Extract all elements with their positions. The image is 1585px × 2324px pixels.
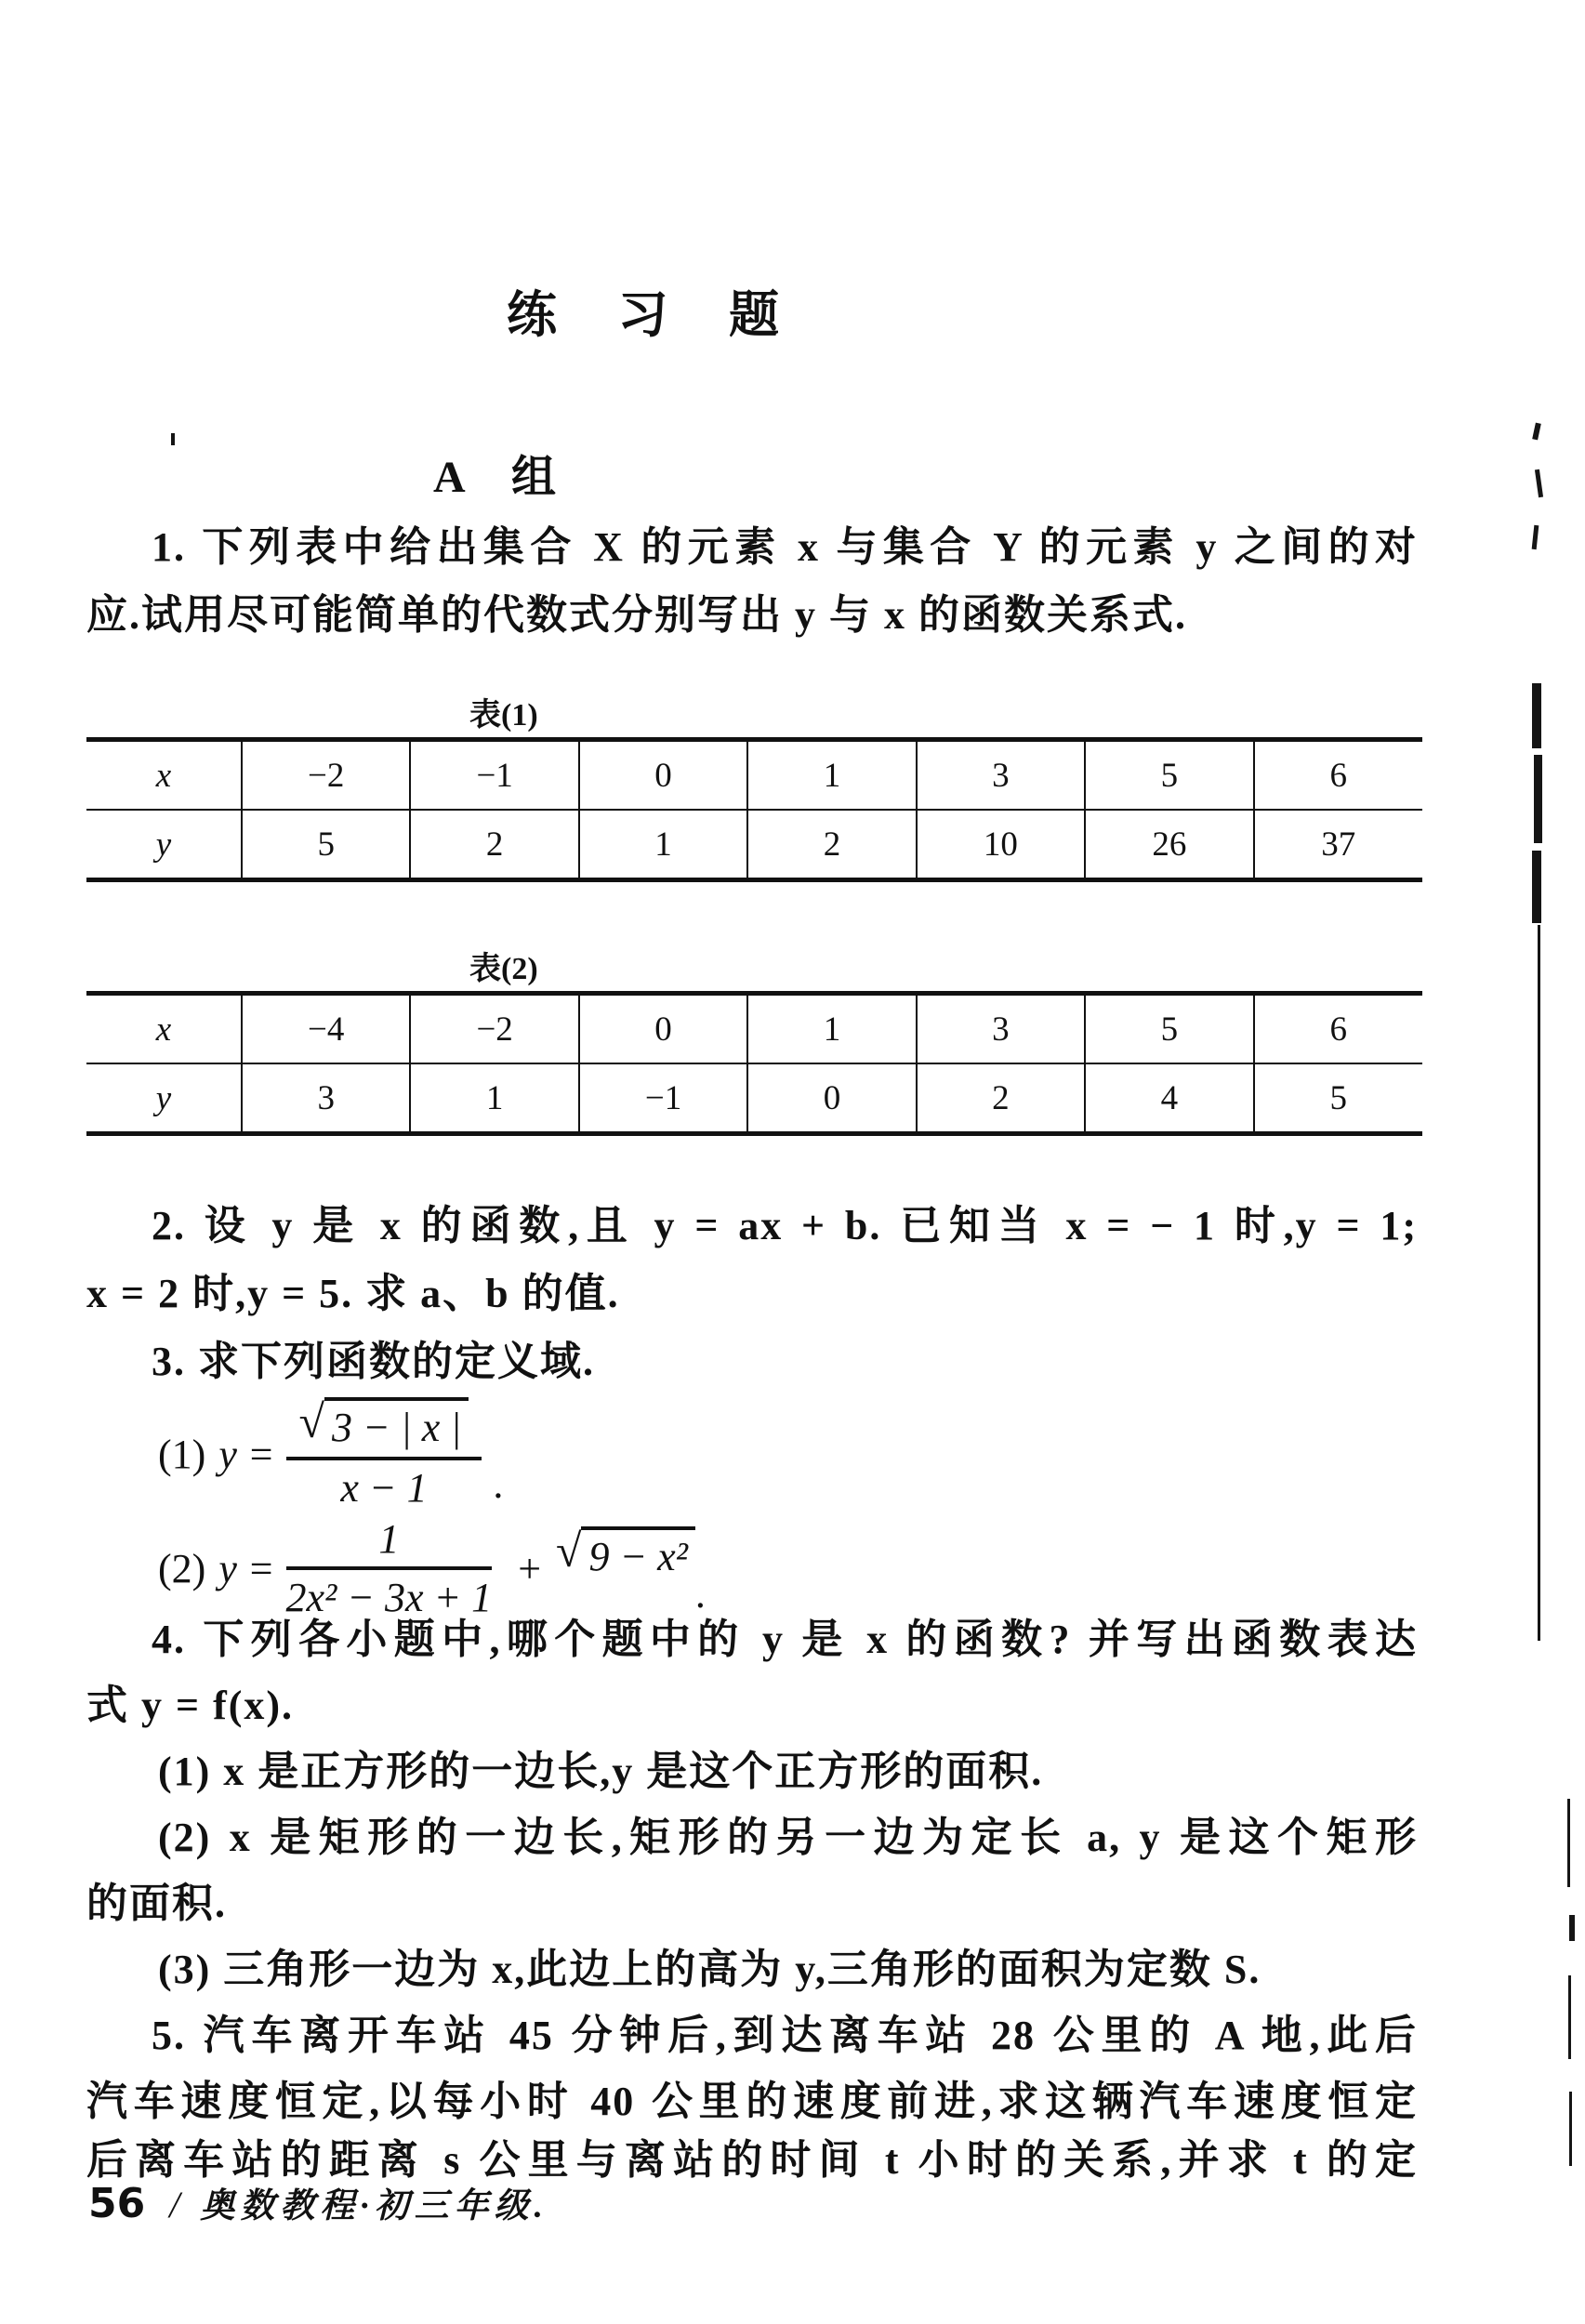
table-cell: 2 (917, 1063, 1085, 1134)
radical (298, 1394, 469, 1451)
plus-sign: + (518, 1545, 542, 1591)
formula1-period: . (493, 1461, 504, 1507)
footer-separator: / (169, 2184, 180, 2225)
formula1-label: (1) (158, 1431, 206, 1477)
formula2-fraction (286, 1515, 493, 1621)
table2-caption: 表(2) (469, 952, 538, 986)
formula1-fraction (286, 1394, 482, 1512)
scan-artifact (1568, 1975, 1571, 2059)
table-cell: x (86, 740, 242, 811)
problem4-item2-line1: (2) x 是矩形的一边长,矩形的另一边为定长 a, y 是这个矩形 (158, 1815, 1418, 1860)
scan-artifact (1534, 755, 1542, 843)
formula2-label: (2) (158, 1545, 206, 1591)
table-cell: 0 (579, 740, 747, 811)
scan-artifact (1569, 1915, 1575, 1941)
table-cell: 5 (1085, 740, 1253, 811)
problem4-line1: 4. 下列各小题中,哪个题中的 y 是 x 的函数? 并写出函数表达 (152, 1617, 1418, 1662)
table1-caption: 表(1) (469, 698, 538, 733)
problem4-item1: (1) x 是正方形的一边长,y 是这个正方形的面积. (158, 1749, 1044, 1794)
problem4-item3: (3) 三角形一边为 x,此边上的高为 y,三角形的面积为定数 S. (158, 1947, 1261, 1992)
table-cell: y (155, 1078, 172, 1117)
table-cell: −1 (410, 740, 578, 811)
table-cell: 5 (1085, 994, 1253, 1064)
table-row (86, 740, 1422, 811)
page-number: 56 (88, 2180, 146, 2227)
table-cell: x (86, 994, 242, 1064)
scan-artifact (1567, 1799, 1570, 1887)
table-cell: y (155, 825, 172, 864)
formula2-period: . (694, 1571, 706, 1617)
table-cell: 0 (579, 994, 747, 1064)
table-cell: 3 (917, 994, 1085, 1064)
denominator: 2x² − 3x + 1 (285, 1575, 493, 1620)
table-cell: 37 (1254, 810, 1422, 880)
table-cell: 6 (1254, 740, 1422, 811)
table-cell: 5 (1254, 1063, 1422, 1134)
formula-2 (158, 1513, 706, 1623)
radicand: 9 − x² (581, 1526, 694, 1580)
formula1-lhs: y = (218, 1431, 275, 1477)
scan-artifact (1532, 525, 1539, 549)
problem2-line2: x = 2 时,y = 5. 求 a、b 的值. (86, 1271, 620, 1316)
page-footer (88, 2177, 548, 2227)
radicand: 3 − | x | (324, 1397, 469, 1451)
page-title: 练 习 题 (507, 287, 783, 343)
section-heading-group-a: A 组 (433, 453, 557, 502)
scan-artifact (1532, 683, 1541, 748)
sqrt-sign: √ (556, 1525, 582, 1577)
scan-speck (171, 433, 175, 445)
radical (556, 1526, 695, 1580)
table-cell: 2 (410, 810, 578, 880)
scan-artifact (1535, 469, 1543, 497)
table-cell: 6 (1254, 994, 1422, 1064)
numerator: 1 (286, 1515, 493, 1570)
scan-artifact (1532, 423, 1541, 441)
table-cell: 1 (410, 1063, 578, 1134)
scan-artifact (1538, 925, 1540, 1641)
denominator: x − 1 (340, 1464, 428, 1511)
table-cell: 1 (579, 810, 747, 880)
table-cell: 5 (242, 810, 410, 880)
table-cell: 2 (747, 810, 916, 880)
problem5-line1: 5. 汽车离开车站 45 分钟后,到达离车站 28 公里的 A 地,此后 (152, 2013, 1418, 2058)
problem3-heading: 3. 求下列函数的定义域. (152, 1339, 595, 1384)
table-row (86, 810, 1422, 880)
problem1-line1: 1. 下列表中给出集合 X 的元素 x 与集合 Y 的元素 y 之间的对 (152, 524, 1418, 570)
table-cell: 1 (747, 740, 916, 811)
table-cell: −2 (410, 994, 578, 1064)
table-row (86, 1063, 1422, 1134)
problem5-line3: 后离车站的距离 s 公里与离站的时间 t 小时的关系,并求 t 的定 (86, 2137, 1418, 2183)
problem2-line1: 2. 设 y 是 x 的函数,且 y = ax + b. 已知当 x = − 1 时,y = 1; (152, 1203, 1418, 1248)
problem5-line2: 汽车速度恒定,以每小时 40 公里的速度前进,求这辆汽车速度恒定 (86, 2079, 1418, 2124)
formula2-lhs: y = (218, 1545, 275, 1591)
table-cell: −2 (242, 740, 410, 811)
table-cell: 0 (747, 1063, 916, 1134)
problem4-item2-line2: 的面积. (86, 1881, 227, 1926)
table-cell: 3 (917, 740, 1085, 811)
table-cell: 3 (242, 1063, 410, 1134)
formula-1 (158, 1394, 503, 1513)
scan-artifact (1532, 851, 1541, 923)
sqrt-sign: √ (298, 1394, 324, 1447)
table-cell: 26 (1085, 810, 1253, 880)
table-cell: 10 (917, 810, 1085, 880)
table2 (86, 991, 1422, 1136)
table-cell: −1 (579, 1063, 747, 1134)
table-cell: 4 (1085, 1063, 1253, 1134)
table1 (86, 737, 1422, 882)
table-cell: −4 (242, 994, 410, 1064)
problem1-line2: 应.试用尽可能简单的代数式分别写出 y 与 x 的函数关系式. (86, 592, 1187, 638)
scan-artifact (1569, 2092, 1572, 2166)
table-row (86, 994, 1422, 1064)
book-title: 奥数教程·初三年级. (200, 2187, 548, 2225)
table-cell: 1 (747, 994, 916, 1064)
problem4-line2: 式 y = f(x). (86, 1683, 295, 1728)
